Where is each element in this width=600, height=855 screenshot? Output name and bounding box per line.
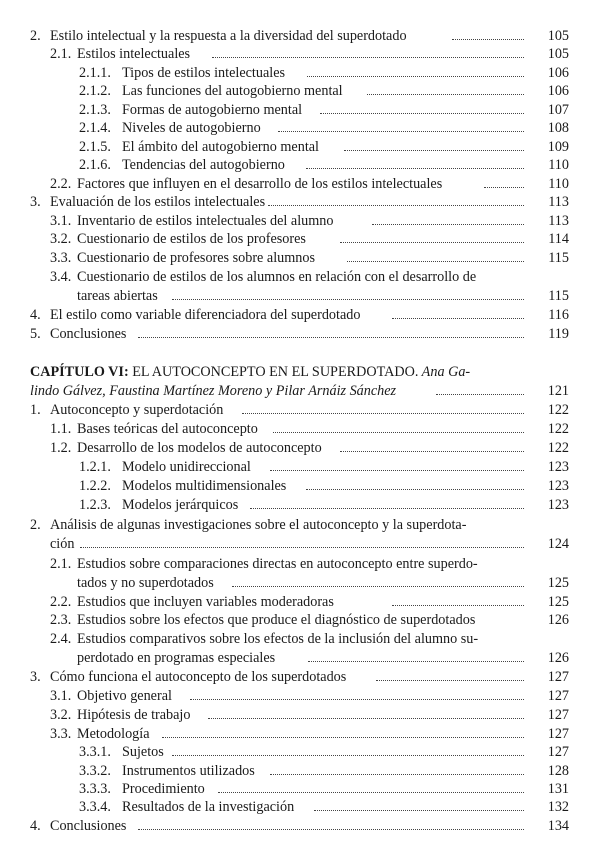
dot-leader: [250, 508, 524, 509]
dot-leader: [372, 224, 524, 225]
toc-entry-text: [79, 119, 261, 138]
toc-entry: [0, 817, 600, 836]
toc-entry-title: Modelos multidimensionales: [122, 478, 287, 494]
toc-entry-number: 3.1.: [50, 688, 72, 704]
dot-leader: [308, 661, 524, 662]
dot-leader: [270, 470, 524, 471]
toc-entry-title: Autoconcepto y superdotación: [50, 402, 224, 418]
toc-entry-text: [79, 64, 285, 83]
toc-page-number: 123: [547, 497, 569, 513]
toc-page-number: 105: [547, 46, 569, 62]
toc-entry-title: Estudios que incluyen variables moderadoras: [77, 594, 334, 610]
toc-entry-title-continued: tareas abiertas: [77, 288, 158, 304]
toc-entry-text: [30, 817, 126, 836]
toc-entry: [0, 212, 600, 231]
toc-entry: [0, 230, 600, 249]
toc-entry-title: Niveles de autogobierno: [122, 120, 261, 136]
toc-entry-text: [50, 249, 315, 268]
dot-leader: [340, 451, 524, 452]
toc-entry-title: Tendencias del autogobierno: [122, 157, 285, 173]
toc-entry-title: Metodología: [77, 726, 150, 742]
toc-entry-text: [79, 101, 302, 120]
dot-leader: [268, 205, 524, 206]
toc-entry-title: Desarrollo de los modelos de autoconcepto: [77, 440, 322, 456]
toc-entry-continuation: [0, 287, 600, 306]
toc-page-number: 132: [547, 799, 569, 815]
toc-entry: [0, 496, 600, 515]
toc-entry-number: 2.1.1.: [79, 65, 111, 81]
dot-leader: [392, 318, 524, 319]
toc-entry-title: Instrumentos utilizados: [122, 763, 255, 779]
toc-entry-title: Procedimiento: [122, 781, 205, 797]
toc-entry-title-continued: perdotado en programas especiales: [77, 650, 276, 666]
chapter-heading-continuation: [0, 382, 600, 401]
dot-leader: [307, 76, 524, 77]
toc-page-number: 113: [548, 213, 569, 229]
toc-entry-number: 3.4.: [50, 269, 72, 285]
toc-entry-text: [30, 27, 407, 46]
toc-page-number: 125: [547, 575, 569, 591]
toc-entry: [0, 45, 600, 64]
toc-entry-text: [79, 743, 164, 762]
toc-page-number: 119: [548, 326, 569, 342]
toc-entry-text: [50, 439, 322, 458]
toc-entry-text: [50, 555, 478, 574]
toc-entry-text: [79, 780, 205, 799]
toc-page-number: 134: [547, 818, 569, 834]
toc-entry-text: [30, 516, 466, 535]
toc-entry-title: Conclusiones: [50, 818, 127, 834]
toc-entry-title: Bases teóricas del autoconcepto: [77, 421, 258, 437]
dot-leader: [190, 699, 524, 700]
toc-entry: [0, 593, 600, 612]
toc-entry-text: [79, 156, 285, 175]
dot-leader: [367, 94, 524, 95]
toc-entry: [0, 268, 600, 287]
toc-entry-text: [30, 306, 360, 325]
chapter-label: CAPÍTULO VI:: [30, 364, 129, 380]
dot-leader: [273, 432, 524, 433]
toc-entry-number: 4.: [30, 307, 41, 323]
dot-leader: [172, 755, 524, 756]
toc-entry-title: Las funciones del autogobierno mental: [122, 83, 343, 99]
toc-entry-text: [50, 611, 475, 630]
chapter-heading-text: [30, 363, 470, 382]
toc-entry: [0, 687, 600, 706]
toc-entry-title: Cómo funciona el autoconcepto de los superdotados: [50, 669, 347, 685]
toc-entry-title: El ámbito del autogobierno mental: [122, 139, 319, 155]
toc-entry: [0, 798, 600, 817]
toc-entry-number: 3.3.1.: [79, 744, 111, 760]
toc-entry-text: [79, 458, 251, 477]
toc-entry: [0, 477, 600, 496]
toc-entry-number: 2.: [30, 517, 41, 533]
toc-entry-text: [50, 175, 442, 194]
toc-entry-number: 2.2.: [50, 594, 72, 610]
toc-entry-text: [30, 193, 265, 212]
dot-leader: [218, 792, 524, 793]
dot-leader: [138, 829, 524, 830]
toc-entry-number: 2.2.: [50, 176, 72, 192]
toc-page-number: 125: [547, 594, 569, 610]
toc-page-number: 114: [548, 231, 569, 247]
toc-entry-title: Modelo unidireccional: [122, 459, 251, 475]
toc-page-number: 106: [547, 83, 569, 99]
toc-entry-continuation: [0, 574, 600, 593]
toc-page-number: 110: [548, 176, 569, 192]
toc-entry-title: Conclusiones: [50, 326, 127, 342]
dot-leader: [347, 261, 524, 262]
dot-leader: [306, 168, 524, 169]
toc-page-number: 123: [547, 459, 569, 475]
toc-entry-number: 1.1.: [50, 421, 72, 437]
toc-entry: [0, 725, 600, 744]
toc-entry-title: Cuestionario de estilos de los profesores: [77, 231, 306, 247]
toc-entry-title: Estilo intelectual y la respuesta a la diversidad del superdotado: [50, 28, 407, 44]
toc-page-number: 106: [547, 65, 569, 81]
toc-entry: [0, 668, 600, 687]
toc-entry: [0, 743, 600, 762]
toc-entry-title: Inventario de estilos intelectuales del alumno: [77, 213, 334, 229]
dot-leader: [270, 774, 524, 775]
toc-entry-number: 1.2.1.: [79, 459, 111, 475]
toc-entry: [0, 82, 600, 101]
toc-entry-text: [79, 496, 238, 515]
toc-entry-text: [50, 593, 334, 612]
dot-leader: [212, 57, 524, 58]
toc-entry: [0, 401, 600, 420]
toc-entry-title: Resultados de la investigación: [122, 799, 295, 815]
toc-entry: [0, 193, 600, 212]
toc-entry: [0, 101, 600, 120]
toc-entry-title: Factores que influyen en el desarrollo de los estilos intelectuales: [77, 176, 443, 192]
chapter-title: EL AUTOCONCEPTO EN EL SUPERDOTADO.: [128, 364, 419, 380]
toc-entry-text: [50, 630, 478, 649]
toc-page-number: 109: [547, 139, 569, 155]
toc-entry-text: [50, 687, 172, 706]
toc-entry-title: Objetivo general: [77, 688, 172, 704]
toc-entry-number: 2.4.: [50, 631, 72, 647]
dot-leader: [138, 337, 524, 338]
toc-entry: [0, 306, 600, 325]
dot-leader: [320, 113, 524, 114]
toc-page-number: 122: [547, 402, 569, 418]
toc-page-number: 124: [547, 536, 569, 552]
toc-page-number: 123: [547, 478, 569, 494]
toc-entry-number: 1.2.: [50, 440, 72, 456]
toc-entry-text: [30, 668, 346, 687]
toc-entry: [0, 611, 600, 630]
toc-entry: [0, 630, 600, 649]
toc-page-number: 127: [547, 669, 569, 685]
toc-entry: [0, 325, 600, 344]
toc-entry-title: Hipótesis de trabajo: [77, 707, 191, 723]
toc-page-number: 115: [548, 288, 569, 304]
toc-entry-number: 3.3.3.: [79, 781, 111, 797]
toc-entry-continuation: [0, 535, 600, 554]
chapter-authors: Ana Ga-: [418, 364, 471, 380]
toc-entry-title: Cuestionario de profesores sobre alumnos: [77, 250, 315, 266]
toc-entry: [0, 458, 600, 477]
toc-page-number: 107: [547, 102, 569, 118]
toc-entry: [0, 706, 600, 725]
toc-entry-number: 3.2.: [50, 707, 72, 723]
toc-page-number: 127: [547, 707, 569, 723]
toc-entry-number: 2.1.4.: [79, 120, 111, 136]
dot-leader: [340, 242, 524, 243]
toc-entry-number: 3.: [30, 669, 41, 685]
dot-leader: [232, 586, 524, 587]
toc-entry: [0, 249, 600, 268]
dot-leader: [242, 413, 524, 414]
toc-entry-number: 2.1.: [50, 556, 72, 572]
toc-page-number: 108: [547, 120, 569, 136]
toc-entry-title: Modelos jerárquicos: [122, 497, 239, 513]
toc-entry: [0, 119, 600, 138]
toc-entry-text: [30, 325, 126, 344]
toc-page-number: 113: [548, 194, 569, 210]
dot-leader: [376, 680, 524, 681]
toc-entry: [0, 439, 600, 458]
toc-entry-number: 2.1.: [50, 46, 72, 62]
toc-page-number: 115: [548, 250, 569, 266]
toc-entry-title: Evaluación de los estilos intelectuales: [50, 194, 266, 210]
toc-entry-number: 3.1.: [50, 213, 72, 229]
toc-entry-number: 4.: [30, 818, 41, 834]
toc-entry-number: 3.3.4.: [79, 799, 111, 815]
toc-entry-number: 3.3.2.: [79, 763, 111, 779]
toc-page-number: 105: [547, 28, 569, 44]
toc-entry-number: 2.1.2.: [79, 83, 111, 99]
chapter-authors-continued: lindo Gálvez, Faustina Martínez Moreno y Pilar Arnáiz Sánchez: [30, 383, 397, 399]
toc-entry: [0, 780, 600, 799]
toc-entry-title: Formas de autogobierno mental: [122, 102, 303, 118]
toc-entry-text: [50, 706, 190, 725]
dot-leader: [452, 39, 524, 40]
toc-page-number: 126: [547, 612, 569, 628]
dot-leader: [436, 394, 524, 395]
toc-entry: [0, 64, 600, 83]
toc-entry: [0, 555, 600, 574]
toc-page-number: 122: [547, 421, 569, 437]
dot-leader: [80, 547, 524, 548]
toc-entry-title: Estilos intelectuales: [77, 46, 191, 62]
toc-entry: [0, 156, 600, 175]
toc-entry-number: 3.: [30, 194, 41, 210]
toc-entry-text: [79, 138, 319, 157]
toc-entry-title: Estudios sobre comparaciones directas en autoconcepto entre superdo-: [77, 556, 478, 572]
toc-entry-title: Cuestionario de estilos de los alumnos en relación con el desarrollo de: [77, 269, 477, 285]
toc-entry-number: 1.2.2.: [79, 478, 111, 494]
toc-entry-title: Estudios sobre los efectos que produce el diagnóstico de superdotados: [77, 612, 476, 628]
dot-leader: [392, 605, 524, 606]
toc-entry-text: [30, 401, 223, 420]
toc-entry-title-continued: ción: [50, 536, 75, 552]
dot-leader: [314, 810, 524, 811]
dot-leader: [208, 718, 524, 719]
dot-leader: [484, 187, 524, 188]
toc-entry: [0, 420, 600, 439]
toc-entry: [0, 27, 600, 46]
toc-entry: [0, 175, 600, 194]
dot-leader: [162, 737, 524, 738]
dot-leader: [278, 131, 524, 132]
toc-entry-number: 2.3.: [50, 612, 72, 628]
toc-entry: [0, 138, 600, 157]
toc-entry-title: Sujetos: [122, 744, 164, 760]
toc-page-number: 126: [547, 650, 569, 666]
toc-entry-text: [79, 762, 255, 781]
toc-entry-number: 2.: [30, 28, 41, 44]
toc-entry-text: [50, 420, 258, 439]
toc-entry-number: 3.3.: [50, 726, 72, 742]
toc-page-number: 116: [548, 307, 569, 323]
toc-page-number: 131: [547, 781, 569, 797]
toc-entry-text: [79, 798, 294, 817]
toc-entry-title: Tipos de estilos intelectuales: [122, 65, 286, 81]
toc-entry-text: [79, 477, 286, 496]
toc-entry-number: 1.2.3.: [79, 497, 111, 513]
toc-entry-number: 2.1.3.: [79, 102, 111, 118]
toc-entry: [0, 762, 600, 781]
toc-entry-title: Estudios comparativos sobre los efectos de la inclusión del alumno su-: [77, 631, 479, 647]
toc-page-number: 127: [547, 726, 569, 742]
toc-page-number: 127: [547, 688, 569, 704]
toc-page-number: 121: [547, 383, 569, 399]
toc-entry-text: [50, 268, 476, 287]
toc-entry-number: 1.: [30, 402, 41, 418]
toc-page-number: 122: [547, 440, 569, 456]
dot-leader: [172, 299, 524, 300]
chapter-heading: [0, 363, 600, 382]
toc-entry: [0, 516, 600, 535]
toc-entry-text: [50, 45, 190, 64]
toc-entry-text: [50, 725, 150, 744]
toc-page-number: 127: [547, 744, 569, 760]
toc-entry-text: [79, 82, 343, 101]
toc-page-number: 110: [548, 157, 569, 173]
toc-entry-title: Análisis de algunas investigaciones sobre el autoconcepto y la superdota-: [50, 517, 467, 533]
toc-entry-title: El estilo como variable diferenciadora del superdotado: [50, 307, 361, 323]
toc-entry-continuation: [0, 649, 600, 668]
dot-leader: [344, 150, 524, 151]
toc-entry-number: 3.3.: [50, 250, 72, 266]
toc-page-number: 128: [547, 763, 569, 779]
toc-entry-title-continued: tados y no superdotados: [77, 575, 214, 591]
toc-entry-number: 5.: [30, 326, 41, 342]
toc-entry-text: [50, 212, 333, 231]
toc-entry-text: [50, 230, 306, 249]
dot-leader: [306, 489, 524, 490]
toc-entry-number: 3.2.: [50, 231, 72, 247]
toc-entry-number: 2.1.5.: [79, 139, 111, 155]
toc-entry-number: 2.1.6.: [79, 157, 111, 173]
